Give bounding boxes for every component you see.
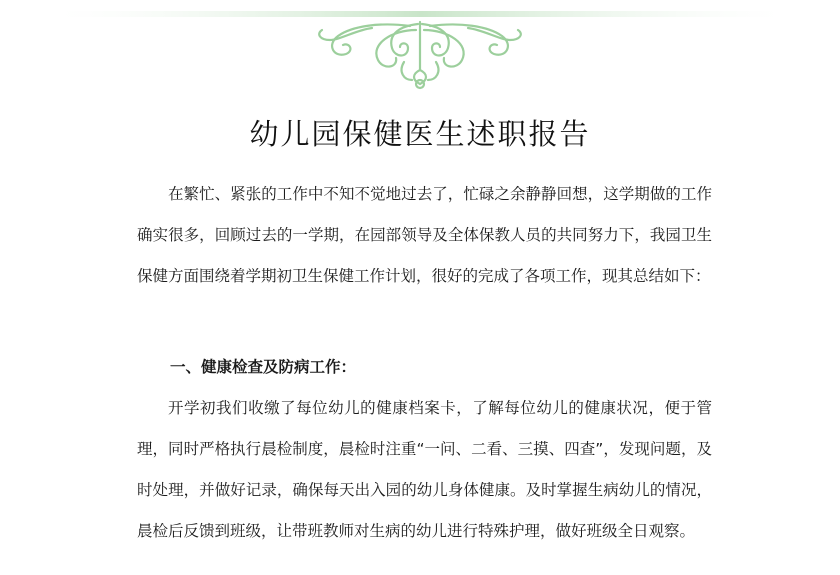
body-paragraph: 开学初我们收缴了每位幼儿的健康档案卡，了解每位幼儿的健康状况，便于管理，同时严格执行晨检制度，晨检时注重“一问、二看、三摸、四查”，发现问题，及时处理，并做好记录，确保每天出入园的幼儿身体健康。及时掌握生病幼儿的情况，晨检后反馈到班级，让带班教师对生病的幼儿进行特殊护理，做好班级全日观察。 xyxy=(137,399,712,540)
section-heading: 一、健康检查及防病工作： xyxy=(170,358,357,376)
intro-paragraph: 在繁忙、紧张的工作中不知不觉地过去了，忙碌之余静静回想，这学期做的工作确实很多，回顾过去的一学期，在园部领导及全体保教人员的共同努力下，我园卫生保健方面围绕着学期初卫生保健工作计划，很好的完成了各项工作，现其总结如下： xyxy=(137,185,712,285)
decorative-header-ornament xyxy=(0,0,840,95)
document-title: 幼儿园保健医生述职报告 xyxy=(249,117,591,151)
